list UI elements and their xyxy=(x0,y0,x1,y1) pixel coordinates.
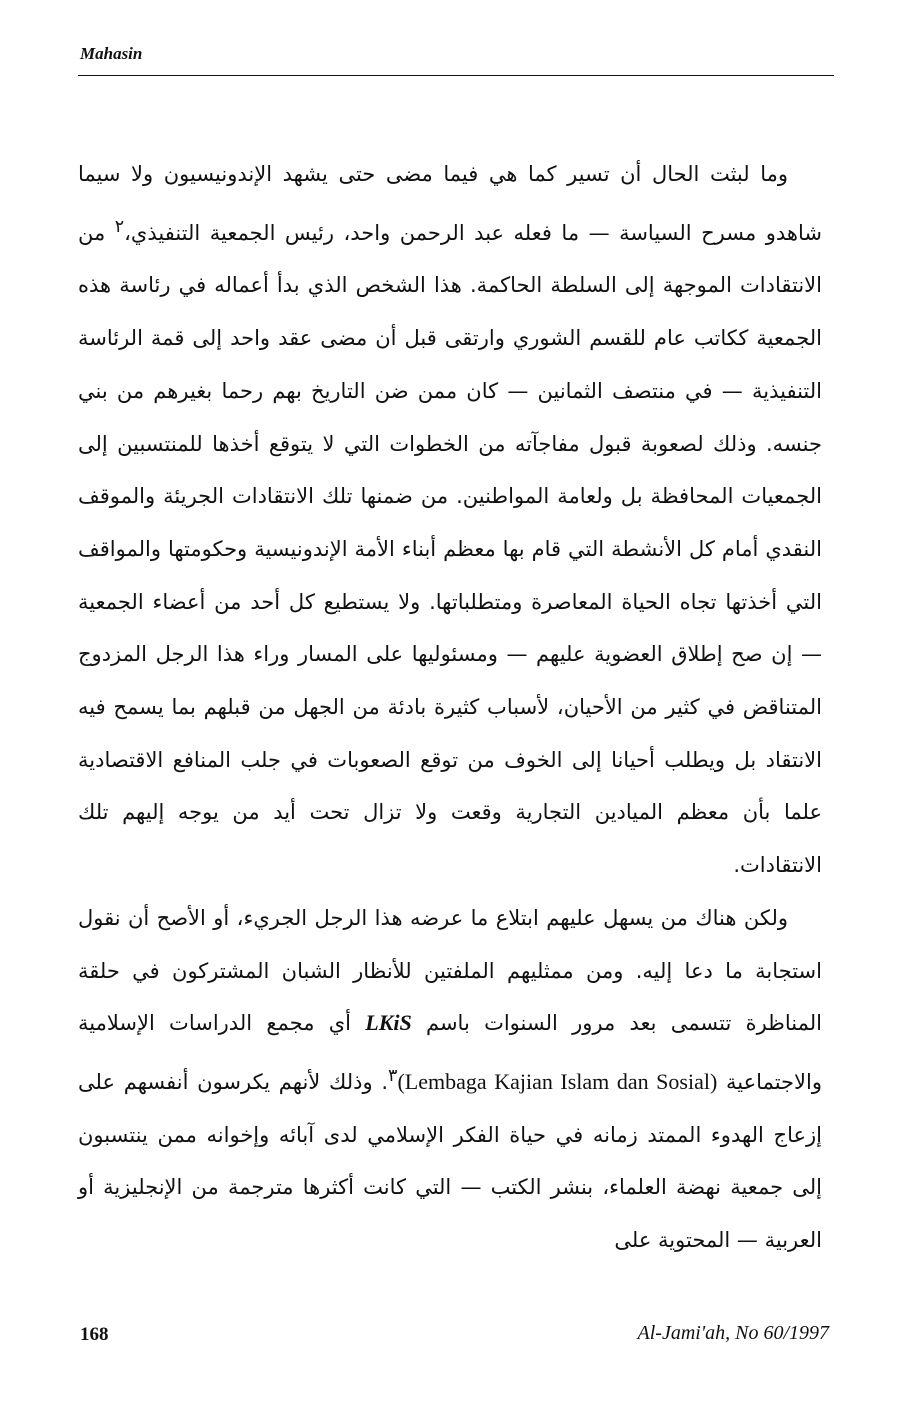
paragraph-2-part-a: ولكن هناك من يسهل عليهم ابتلاع ما عرضه هذا الرجل الجريء، أو الأصح أن نقول استجابة ما دعا إليه. ومن ممثليهم الملفتين للأنظار الشبان المشتركون في حلقة المناظرة تتسمى بعد مرور السنوات باسم xyxy=(78,905,822,1036)
running-head: Mahasin xyxy=(80,44,143,63)
page-number: 168 xyxy=(80,1324,109,1345)
paragraph-1 xyxy=(78,148,822,892)
paragraph-1-part-a: وما لبثت الحال أن تسير كما هي فيما مضى حتى يشهد الإندونيسيون ولا سيما شاهدو مسرح السياسة — ما فعله عبد الرحمن واحد، رئيس الجمعية التنفيذي، xyxy=(78,162,822,245)
header-rule xyxy=(78,75,834,76)
paragraph-2-part-b: أي مجمع الدراسات الإسلامية والاجتماعية xyxy=(78,1011,822,1094)
lkis-full-name: (Lembaga Kajian Islam dan Sosial) xyxy=(397,1068,718,1094)
footnote-ref-3: ٣ xyxy=(388,1065,398,1086)
footnote-ref-2: ٢ xyxy=(114,216,125,237)
lkis-acronym: LKiS xyxy=(365,1010,412,1036)
journal-citation: Al-Jami'ah, No 60/1997 xyxy=(637,1322,829,1344)
paragraph-2-part-c: . وذلك لأنهم يكرسون أنفسهم على إزعاج الهدوء الممتد زمانه في حياة الفكر الإسلامي لدى آبائه وإخوانه ممن ينتسبون إلى جمعية نهضة العلماء، بنشر الكتب — التي كانت أكثرها مترجمة من الإنجليزية أو العربية — المحتوية على xyxy=(78,1069,822,1253)
article-body xyxy=(78,148,822,1267)
paragraph-2 xyxy=(78,892,822,1267)
paragraph-1-part-b: من الانتقادات الموجهة إلى السلطة الحاكمة. هذا الشخص الذي بدأ أعماله في رئاسة هذه الجمعية ككاتب عام للقسم الشوري وارتقى قبل أن مضى عقد واحد إلى قمة الرئاسة التنفيذية — في منتصف الثمانين — كان ممن ضن التاريخ بهم رحما بغيرهم من بني جنسه. وذلك لصعوبة قبول مفاجآته من الخطوات التي لا يتوقع أخذها للمنتسبين إلى الجمعيات المحافظة بل ولعامة المواطنين. من ضمنها تلك الانتقادات الجريئة والموقف النقدي أمام كل الأنشطة التي قام بها معظم أبناء الأمة الإندونيسية وحكومتها والمواقف التي أخذتها تجاه الحياة المعاصرة ومتطلباتها. ولا يستطيع كل أحد من أعضاء الجمعية — إن صح إطلاق العضوية عليهم — ومسئوليها على المسار وراء هذا الرجل المزدوج المتناقض في كثير من الأحيان، لأسباب كثيرة بادئة من الجهل من قبلهم بما يسمح فيه الانتقاد بل ويطلب أحيانا إلى الخوف من توقع الصعوبات في جلب المنافع الاقتصادية علما بأن معظم الميادين التجارية وقعت ولا تزال تحت أيد من يوجه إليهم تلك الانتقادات. xyxy=(78,220,822,878)
